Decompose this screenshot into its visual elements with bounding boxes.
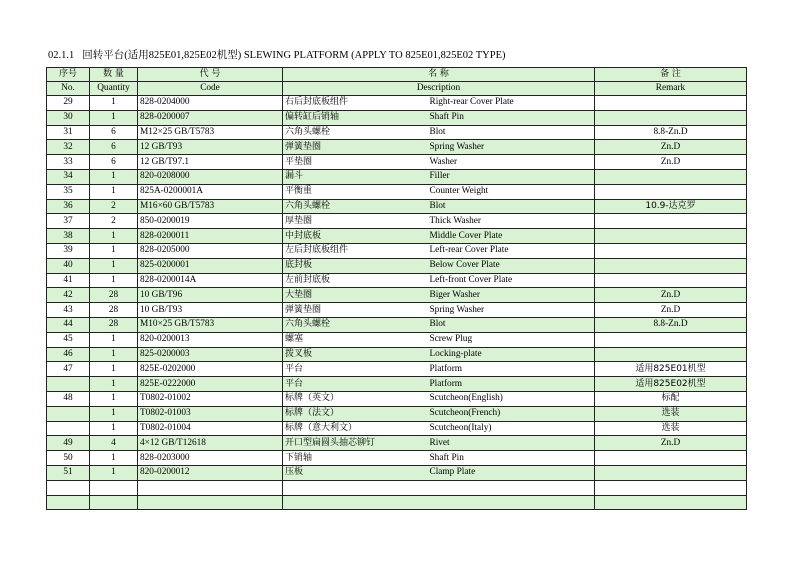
row-remark bbox=[595, 495, 747, 510]
row-code bbox=[138, 480, 283, 495]
row-name-cn: 漏斗 bbox=[283, 169, 428, 184]
row-no: 32 bbox=[47, 140, 90, 155]
row-name-en: Shaft Pin bbox=[428, 451, 595, 466]
row-remark bbox=[595, 347, 747, 362]
table-row bbox=[47, 243, 747, 258]
row-code: 825E-0222000 bbox=[138, 377, 283, 392]
row-qty: 1 bbox=[90, 465, 138, 480]
row-name-en: Platform bbox=[428, 377, 595, 392]
row-code: M16×60 GB/T5783 bbox=[138, 199, 283, 214]
row-remark: 标配 bbox=[595, 391, 747, 406]
table-row bbox=[47, 317, 747, 332]
row-name-en: Spring Washer bbox=[428, 303, 595, 318]
row-name-cn: 六角头螺栓 bbox=[283, 317, 428, 332]
row-no bbox=[47, 480, 90, 495]
row-name-cn: 标牌（法文） bbox=[283, 406, 428, 421]
row-name-en: Scutcheon(French) bbox=[428, 406, 595, 421]
row-remark bbox=[595, 243, 747, 258]
row-code: 825A-0200001A bbox=[138, 184, 283, 199]
table-row bbox=[47, 465, 747, 480]
row-qty: 1 bbox=[90, 347, 138, 362]
row-remark bbox=[595, 110, 747, 125]
row-name-cn: 下销轴 bbox=[283, 451, 428, 466]
table-row bbox=[47, 155, 747, 170]
table-row bbox=[47, 288, 747, 303]
table-row bbox=[47, 96, 747, 111]
row-no bbox=[47, 495, 90, 510]
row-remark bbox=[595, 169, 747, 184]
row-name-cn: 左前封底板 bbox=[283, 273, 428, 288]
row-no: 35 bbox=[47, 184, 90, 199]
row-code: M10×25 GB/T5783 bbox=[138, 317, 283, 332]
row-no bbox=[47, 377, 90, 392]
table-row bbox=[47, 184, 747, 199]
row-code: 12 GB/T97.1 bbox=[138, 155, 283, 170]
row-name-cn: 六角头螺栓 bbox=[283, 125, 428, 140]
row-remark bbox=[595, 258, 747, 273]
row-remark: 10.9-达克罗 bbox=[595, 199, 747, 214]
row-code: 825-0200003 bbox=[138, 347, 283, 362]
row-no: 38 bbox=[47, 229, 90, 244]
row-remark: Zn.D bbox=[595, 303, 747, 318]
row-name-cn: 偏转缸后销轴 bbox=[283, 110, 428, 125]
row-name-en: Blot bbox=[428, 199, 595, 214]
row-name-en: Scutcheon(English) bbox=[428, 391, 595, 406]
row-remark bbox=[595, 273, 747, 288]
row-qty: 1 bbox=[90, 243, 138, 258]
row-remark: 选装 bbox=[595, 406, 747, 421]
row-name-en: Filler bbox=[428, 169, 595, 184]
col-header-code-en: Code bbox=[138, 82, 283, 96]
row-name-en: Thick Washer bbox=[428, 214, 595, 229]
section-heading: 回转平台(适用825E01,825E02机型) SLEWING PLATFORM (APPLY TO 825E01,825E02 TYPE) bbox=[82, 50, 506, 61]
section-number: 02.1.1 bbox=[48, 50, 75, 61]
row-qty: 28 bbox=[90, 288, 138, 303]
row-name-cn: 标牌（意大利文） bbox=[283, 421, 428, 436]
row-name-en: Spring Washer bbox=[428, 140, 595, 155]
table-row bbox=[47, 258, 747, 273]
row-name-en: Locking-plate bbox=[428, 347, 595, 362]
row-code: 825E-0202000 bbox=[138, 362, 283, 377]
row-name-en: Platform bbox=[428, 362, 595, 377]
row-no: 51 bbox=[47, 465, 90, 480]
row-remark: 选装 bbox=[595, 421, 747, 436]
row-code: 828-0205000 bbox=[138, 243, 283, 258]
row-remark bbox=[595, 96, 747, 111]
col-header-qty: 数 量 bbox=[90, 68, 138, 82]
row-name-en bbox=[428, 495, 595, 510]
row-code: 820-0200013 bbox=[138, 332, 283, 347]
row-qty: 2 bbox=[90, 214, 138, 229]
row-no: 45 bbox=[47, 332, 90, 347]
row-name-cn bbox=[283, 495, 428, 510]
row-name-en: Below Cover Plate bbox=[428, 258, 595, 273]
table-row bbox=[47, 214, 747, 229]
table-row bbox=[47, 140, 747, 155]
row-code: T0802-01003 bbox=[138, 406, 283, 421]
row-no: 40 bbox=[47, 258, 90, 273]
row-remark: Zn.D bbox=[595, 155, 747, 170]
row-no: 41 bbox=[47, 273, 90, 288]
row-qty: 2 bbox=[90, 199, 138, 214]
row-remark: 8.8-Zn.D bbox=[595, 317, 747, 332]
row-name-cn: 底封板 bbox=[283, 258, 428, 273]
row-name-en: Counter Weight bbox=[428, 184, 595, 199]
row-name-cn bbox=[283, 480, 428, 495]
col-header-qty-en: Quantity bbox=[90, 82, 138, 96]
row-code: M12×25 GB/T5783 bbox=[138, 125, 283, 140]
table-body bbox=[47, 96, 747, 510]
row-remark bbox=[595, 332, 747, 347]
row-qty: 1 bbox=[90, 421, 138, 436]
row-name-cn: 开口型扁圆头抽芯铆钉 bbox=[283, 436, 428, 451]
row-name-en: Left-rear Cover Plate bbox=[428, 243, 595, 258]
table-row bbox=[47, 421, 747, 436]
table-row bbox=[47, 362, 747, 377]
row-no bbox=[47, 406, 90, 421]
row-name-en: Middle Cover Plate bbox=[428, 229, 595, 244]
col-header-desc-en: Description bbox=[283, 82, 595, 96]
table-row bbox=[47, 451, 747, 466]
col-header-code: 代 号 bbox=[138, 68, 283, 82]
row-code: 850-0200019 bbox=[138, 214, 283, 229]
row-remark: 适用825E02机型 bbox=[595, 377, 747, 392]
table-row bbox=[47, 391, 747, 406]
row-code: 820-0208000 bbox=[138, 169, 283, 184]
row-qty: 4 bbox=[90, 436, 138, 451]
row-remark bbox=[595, 465, 747, 480]
table-header bbox=[47, 68, 747, 96]
row-code: 828-0204000 bbox=[138, 96, 283, 111]
row-code: 820-0200012 bbox=[138, 465, 283, 480]
row-name-cn: 厚垫圈 bbox=[283, 214, 428, 229]
row-qty: 6 bbox=[90, 125, 138, 140]
row-code: 4×12 GB/T12618 bbox=[138, 436, 283, 451]
row-qty: 1 bbox=[90, 169, 138, 184]
table-row bbox=[47, 273, 747, 288]
col-header-no: 序号 bbox=[47, 68, 90, 82]
row-no: 29 bbox=[47, 96, 90, 111]
table-row bbox=[47, 347, 747, 362]
row-name-cn: 拨叉板 bbox=[283, 347, 428, 362]
row-remark bbox=[595, 214, 747, 229]
table-row bbox=[47, 110, 747, 125]
row-qty: 1 bbox=[90, 451, 138, 466]
row-no: 30 bbox=[47, 110, 90, 125]
row-no: 37 bbox=[47, 214, 90, 229]
row-name-cn: 中封底板 bbox=[283, 229, 428, 244]
table-row bbox=[47, 303, 747, 318]
row-qty: 1 bbox=[90, 229, 138, 244]
row-name-en: Right-rear Cover Plate bbox=[428, 96, 595, 111]
row-no: 39 bbox=[47, 243, 90, 258]
col-header-desc: 名 称 bbox=[283, 68, 595, 82]
row-code: 828-0200014A bbox=[138, 273, 283, 288]
row-qty: 1 bbox=[90, 258, 138, 273]
row-no: 49 bbox=[47, 436, 90, 451]
row-remark: Zn.D bbox=[595, 436, 747, 451]
row-qty: 28 bbox=[90, 317, 138, 332]
row-name-en: Rivet bbox=[428, 436, 595, 451]
row-qty: 28 bbox=[90, 303, 138, 318]
row-name-en: Screw Plug bbox=[428, 332, 595, 347]
row-name-en: Blot bbox=[428, 317, 595, 332]
table-row bbox=[47, 125, 747, 140]
row-code: 828-0200011 bbox=[138, 229, 283, 244]
row-remark bbox=[595, 229, 747, 244]
row-code bbox=[138, 495, 283, 510]
table-row bbox=[47, 436, 747, 451]
row-name-cn: 平衡重 bbox=[283, 184, 428, 199]
table-row bbox=[47, 199, 747, 214]
row-qty: 1 bbox=[90, 362, 138, 377]
row-remark: 适用825E01机型 bbox=[595, 362, 747, 377]
row-qty: 1 bbox=[90, 332, 138, 347]
row-no: 33 bbox=[47, 155, 90, 170]
table-row bbox=[47, 169, 747, 184]
row-code: 10 GB/T93 bbox=[138, 303, 283, 318]
row-name-en: Biger Washer bbox=[428, 288, 595, 303]
row-no: 36 bbox=[47, 199, 90, 214]
row-qty bbox=[90, 495, 138, 510]
row-name-cn: 平台 bbox=[283, 362, 428, 377]
section-title bbox=[48, 47, 505, 62]
table-row bbox=[47, 332, 747, 347]
parts-table bbox=[46, 67, 747, 510]
row-no: 47 bbox=[47, 362, 90, 377]
row-qty: 1 bbox=[90, 273, 138, 288]
row-no: 46 bbox=[47, 347, 90, 362]
row-qty: 6 bbox=[90, 155, 138, 170]
row-code: T0802-01002 bbox=[138, 391, 283, 406]
table-row bbox=[47, 377, 747, 392]
row-code: 12 GB/T93 bbox=[138, 140, 283, 155]
row-no: 42 bbox=[47, 288, 90, 303]
row-code: 828-0203000 bbox=[138, 451, 283, 466]
row-name-en: Shaft Pin bbox=[428, 110, 595, 125]
row-name-cn: 螺塞 bbox=[283, 332, 428, 347]
row-no: 31 bbox=[47, 125, 90, 140]
col-header-remark: 备 注 bbox=[595, 68, 747, 82]
row-code: T0802-01004 bbox=[138, 421, 283, 436]
row-code: 10 GB/T96 bbox=[138, 288, 283, 303]
row-no: 48 bbox=[47, 391, 90, 406]
table-row bbox=[47, 229, 747, 244]
row-remark: Zn.D bbox=[595, 140, 747, 155]
col-header-no-en: No. bbox=[47, 82, 90, 96]
row-qty: 1 bbox=[90, 110, 138, 125]
row-name-cn: 平台 bbox=[283, 377, 428, 392]
row-no bbox=[47, 421, 90, 436]
row-qty: 6 bbox=[90, 140, 138, 155]
row-remark bbox=[595, 184, 747, 199]
table-row bbox=[47, 495, 747, 510]
row-qty bbox=[90, 480, 138, 495]
row-qty: 1 bbox=[90, 184, 138, 199]
row-name-en: Clamp Plate bbox=[428, 465, 595, 480]
row-name-en: Blot bbox=[428, 125, 595, 140]
row-name-cn: 大垫圈 bbox=[283, 288, 428, 303]
row-name-en: Scutcheon(Italy) bbox=[428, 421, 595, 436]
row-name-en bbox=[428, 480, 595, 495]
row-code: 828-0200007 bbox=[138, 110, 283, 125]
row-remark bbox=[595, 480, 747, 495]
row-name-cn: 右后封底板组件 bbox=[283, 96, 428, 111]
row-name-cn: 六角头螺栓 bbox=[283, 199, 428, 214]
row-qty: 1 bbox=[90, 96, 138, 111]
row-name-cn: 弹簧垫圈 bbox=[283, 140, 428, 155]
row-no: 50 bbox=[47, 451, 90, 466]
table-row bbox=[47, 480, 747, 495]
row-no: 44 bbox=[47, 317, 90, 332]
row-no: 34 bbox=[47, 169, 90, 184]
row-qty: 1 bbox=[90, 377, 138, 392]
row-name-cn: 平垫圈 bbox=[283, 155, 428, 170]
row-name-cn: 压板 bbox=[283, 465, 428, 480]
row-name-cn: 标牌（英文） bbox=[283, 391, 428, 406]
row-no: 43 bbox=[47, 303, 90, 318]
row-code: 825-0200001 bbox=[138, 258, 283, 273]
row-name-en: Washer bbox=[428, 155, 595, 170]
row-remark bbox=[595, 451, 747, 466]
row-remark: 8.8-Zn.D bbox=[595, 125, 747, 140]
col-header-remark-en: Remark bbox=[595, 82, 747, 96]
row-name-cn: 弹簧垫圈 bbox=[283, 303, 428, 318]
row-qty: 1 bbox=[90, 391, 138, 406]
row-remark: Zn.D bbox=[595, 288, 747, 303]
row-qty: 1 bbox=[90, 406, 138, 421]
table-row bbox=[47, 406, 747, 421]
row-name-en: Left-front Cover Plate bbox=[428, 273, 595, 288]
row-name-cn: 左后封底板组件 bbox=[283, 243, 428, 258]
